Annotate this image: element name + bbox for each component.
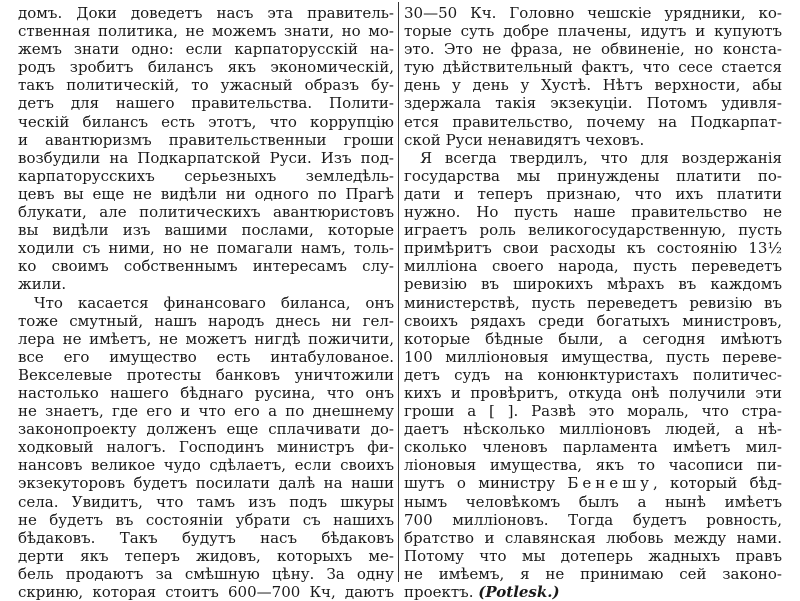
text-line: день у день у Хустѣ. Нѣтъ верхности, абы [404, 76, 782, 94]
text-line: ходковый налогъ. Господинъ министръ фи- [18, 438, 394, 456]
text-line: ственная политика, не можемъ знати, но мо- [18, 22, 394, 40]
text-line: тоже смутный, нашъ народъ днесь ни гел- [18, 312, 394, 330]
text-line: сколько членовъ парламента имѣетъ мил- [404, 438, 782, 456]
text-line: не будетъ въ состояніи убрати съ нашихъ [18, 511, 394, 529]
text-line: не знаетъ, где его и что его а по днешнему [18, 402, 394, 420]
text-line: карпаторусскихъ серьезныхъ земледѣль- [18, 167, 394, 185]
text-line: тую дѣйствительный фактъ, что сесе стается [404, 58, 782, 76]
text-line: милліона своего народа, пусть переведетъ [404, 257, 782, 275]
text-line: цевъ вы еще не видѣли ни одного по Прагѣ [18, 185, 394, 203]
text-line: такъ политическій, то ужасный образъ бу- [18, 76, 394, 94]
text-line: государства мы принуждены платити по- [404, 167, 782, 185]
text-line: примѣритъ свои расходы къ состоянію 13½ [404, 239, 782, 257]
text-line: лера не имѣетъ, не можетъ нигдѣ пожичити, [18, 330, 394, 348]
text-line: своихъ рядахъ среди богатыхъ министровъ, [404, 312, 782, 330]
text-line: не имѣемъ, я не принимаю сей законо- [404, 565, 782, 583]
text-line: 700 милліоновъ. Тогда будетъ ровность, [404, 511, 782, 529]
text-line: Я всегда твердилъ, что для воздержанія [404, 149, 782, 167]
paragraph-finance [18, 294, 394, 601]
text-line: родъ зробитъ билансъ якъ экономическій, [18, 58, 394, 76]
text-line: кихъ и провѣритъ, откуда онѣ получили эти [404, 384, 782, 402]
text-line: ской Руси ненавидятъ чеховъ. [404, 131, 782, 149]
text-line: детъ судъ на конюнктуристахъ политичес- [404, 366, 782, 384]
text-line: Векселевые протесты банковъ уничтожили [18, 366, 394, 384]
text-line: Потому что мы дотеперь жадныхъ правъ [404, 547, 782, 565]
text-line: дерти якъ теперъ жидовъ, которыхъ ме- [18, 547, 394, 565]
text-line-end: , который бѣд- [653, 474, 782, 492]
column-divider [398, 2, 399, 582]
text-line: министерствѣ, пусть переведетъ ревизію въ [404, 294, 782, 312]
text-line: ческій билансъ есть этотъ, что коррупцію [18, 113, 394, 131]
text-line: законопроекту долженъ еще сплачивати до- [18, 420, 394, 438]
paragraph-taxes [404, 149, 782, 601]
text-line: ходили съ ними, но не помагали намъ, толь- [18, 239, 394, 257]
text-line: жемъ знати одно: если карпаторусскій на- [18, 40, 394, 58]
text-line: блукати, але политическихъ авантюристовъ [18, 203, 394, 221]
text-line: 100 милліоновыя имущества, пусть переве- [404, 348, 782, 366]
text-line: бѣдаковъ. Такъ будутъ насъ бѣдаковъ [18, 529, 394, 547]
text-line: здержала такія экзекуціи. Потомъ удивля- [404, 94, 782, 112]
text-line: ревизію въ широкихъ мѣрахъ въ каждомъ [404, 275, 782, 293]
text-line: 30—50 Кч. Головно чешскіе урядники, ко- [404, 4, 782, 22]
text-line: это. Это не фраза, не обвиненіе, но конста- [404, 40, 782, 58]
text-line: которые бѣдные были, а сегодня имѣютъ [404, 330, 782, 348]
text-line: детъ для нашего правительства. Полити- [18, 94, 394, 112]
text-line-start: шутъ о министру [404, 474, 555, 492]
paragraph-politics [18, 4, 394, 294]
text-line: бель продаютъ за смѣшную цѣну. За одну [18, 565, 394, 583]
text-line: даетъ нѣсколько милліоновъ людей, а нѣ- [404, 420, 782, 438]
text-line: скриню, которая стоитъ 600—700 Кч, даютъ [18, 583, 394, 601]
text-line: вы видѣли изъ вашими послами, которые [18, 221, 394, 239]
text-line: и авантюризмъ правительственныи гроши [18, 131, 394, 149]
left-column [18, 4, 394, 601]
text-line: играетъ роль великогосударственную, пусть [404, 221, 782, 239]
text-line-final [404, 583, 782, 601]
spaced-name: Бенешу [567, 474, 653, 492]
text-line: торые суть добре плачены, идутъ и купуютъ [404, 22, 782, 40]
text-line: Что касается финансоваго биланса, онъ [18, 294, 394, 312]
text-line: ется правительство, почему на Подкарпат- [404, 113, 782, 131]
text-line: нымъ человѣкомъ былъ а нынѣ имѣетъ [404, 493, 782, 511]
text-line: жили. [18, 275, 394, 293]
text-line: настолько нашего бѣднаго русина, что онъ [18, 384, 394, 402]
right-column [404, 4, 782, 601]
text-line: ліоновыя имущества, якъ то часописи пи- [404, 456, 782, 474]
text-line: нансовъ великое чудо сдѣлаетъ, если своихъ [18, 456, 394, 474]
text-line-with-name [404, 474, 782, 492]
text-line: все его имущество есть интабулованое. [18, 348, 394, 366]
text-line: экзекуторовъ будетъ посилати далѣ на наши [18, 474, 394, 492]
text-line: возбудили на Подкарпатской Руси. Изъ под- [18, 149, 394, 167]
applause-note: (Potlesk.) [478, 583, 559, 601]
text-line: нужно. Но пусть наше правительство не [404, 203, 782, 221]
text-line: села. Увидитъ, что тамъ изъ подъ шкуры [18, 493, 394, 511]
text-line: домъ. Доки доведетъ насъ эта правитель- [18, 4, 394, 22]
text-line: гроши а [ ]. Развѣ это мораль, что стра- [404, 402, 782, 420]
text-line: дати и теперъ признаю, что ихъ платити [404, 185, 782, 203]
paragraph-officials [404, 4, 782, 149]
text-line: братство и славянская любовь между нами. [404, 529, 782, 547]
text-line: ко своимъ собственнымъ интересамъ слу- [18, 257, 394, 275]
text-line-start: проектъ. [404, 583, 474, 601]
